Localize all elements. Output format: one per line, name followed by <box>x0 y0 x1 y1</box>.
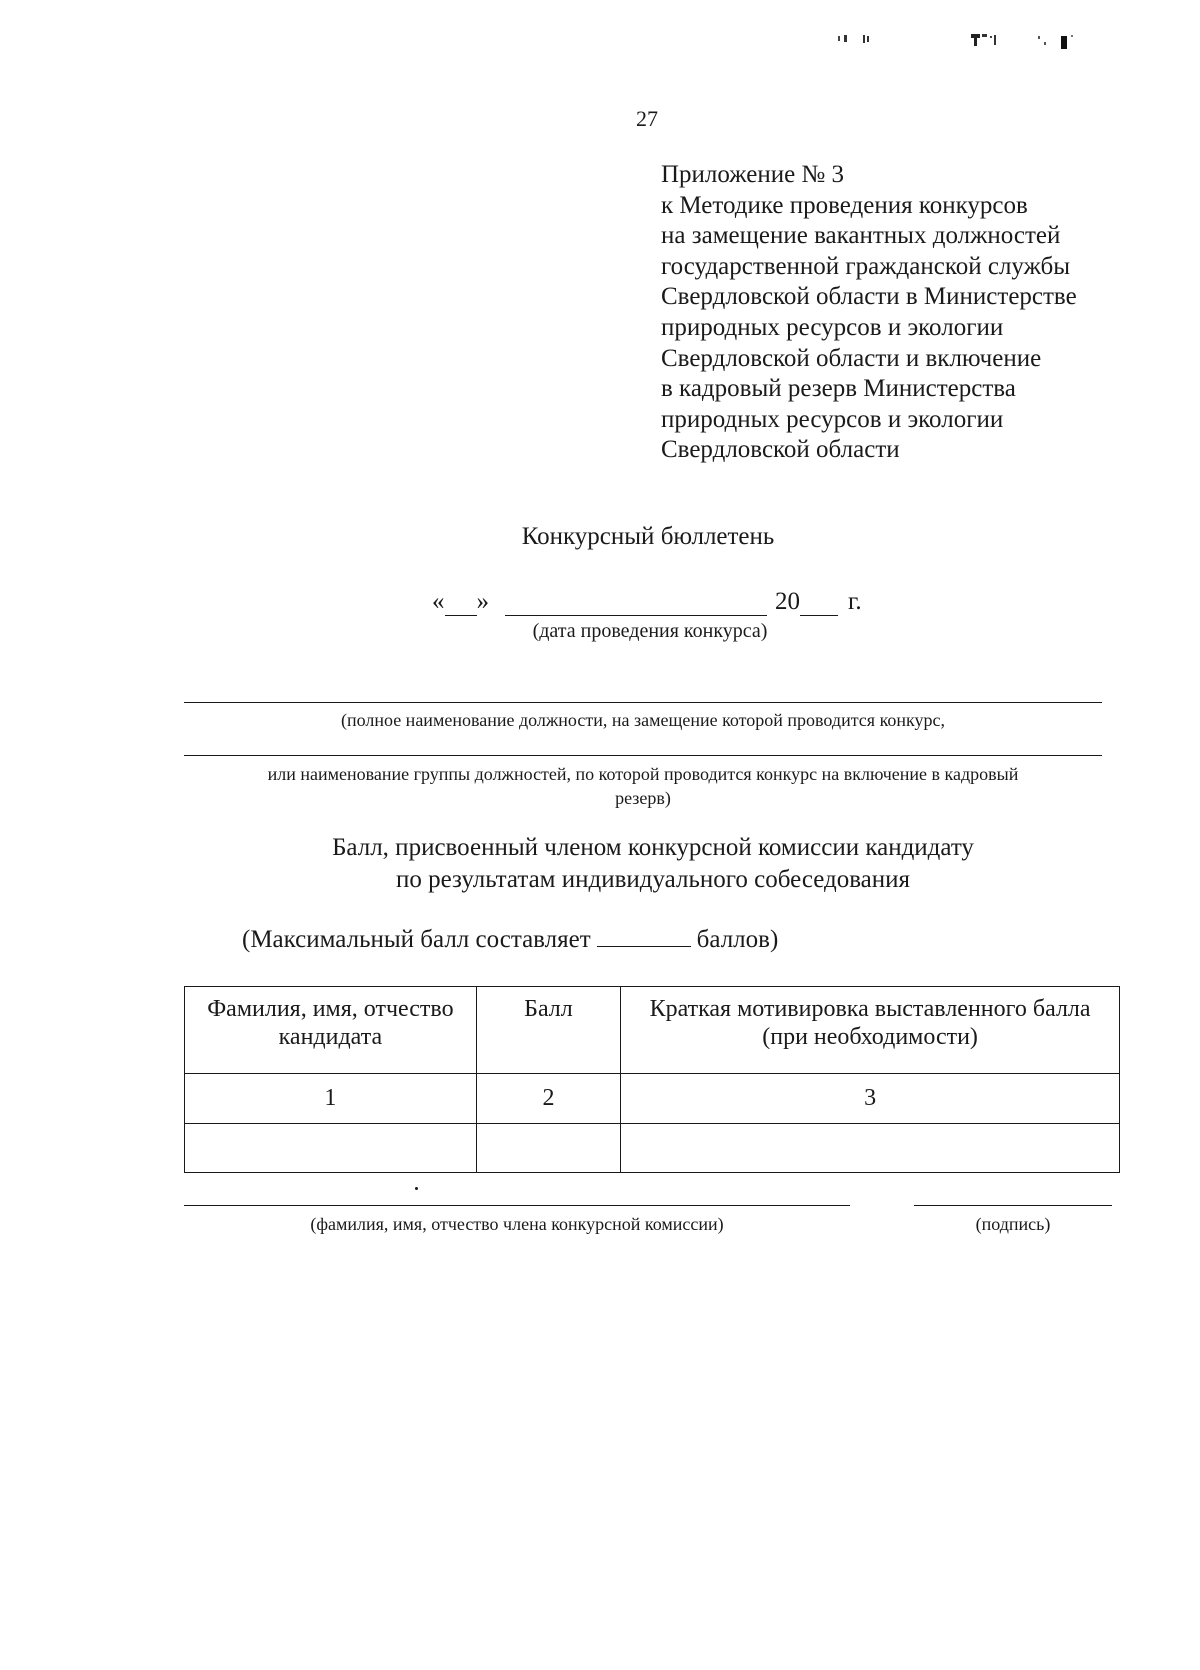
date-caption: (дата проведения конкурса) <box>532 620 768 642</box>
table-row <box>185 1074 1120 1124</box>
scan-dot <box>415 1187 418 1190</box>
date-open-quote: « <box>432 588 445 615</box>
header-candidate-name: Фамилия, имя, отчество кандидата <box>185 987 477 1074</box>
appendix-line: в кадровый резерв Министерства <box>661 375 1016 403</box>
appendix-header <box>661 160 1181 466</box>
max-score-suffix: баллов) <box>696 926 779 953</box>
position-line-1[interactable] <box>184 702 1102 703</box>
motivation-cell[interactable] <box>621 1124 1120 1173</box>
score-table <box>184 986 1120 1173</box>
member-name-caption: (фамилия, имя, отчество члена конкурсной комиссии) <box>310 1214 724 1234</box>
appendix-line: Свердловской области в Министерстве <box>661 283 1077 311</box>
score-heading-line: по результатам индивидуального собеседования <box>395 866 911 893</box>
position-caption-3: резерв) <box>615 788 671 808</box>
year-blank[interactable] <box>800 593 838 616</box>
appendix-line: Свердловской области <box>661 436 900 464</box>
member-name-line[interactable] <box>184 1205 850 1206</box>
appendix-line: к Методике проведения конкурсов <box>661 191 1028 219</box>
document-title: Конкурсный бюллетень <box>521 523 775 550</box>
table-header-row <box>185 987 1120 1074</box>
position-caption-1: (полное наименование должности, на замещение которой проводится конкурс, <box>340 710 946 730</box>
year-suffix: г. <box>848 588 862 615</box>
max-score-line <box>242 926 778 954</box>
signature-caption: (подпись) <box>975 1214 1051 1234</box>
appendix-line: природных ресурсов и экологии <box>661 405 1004 433</box>
signature-line[interactable] <box>914 1205 1112 1206</box>
appendix-line: природных ресурсов и экологии <box>661 313 1004 341</box>
candidate-name-cell[interactable] <box>185 1124 477 1173</box>
header-motivation: Краткая мотивировка выставленного балла (при необходимости) <box>621 987 1120 1074</box>
score-cell[interactable] <box>476 1124 620 1173</box>
position-line-2[interactable] <box>184 755 1102 756</box>
appendix-line: на замещение вакантных должностей <box>661 222 1061 250</box>
page-number: 27 <box>636 106 658 131</box>
table-row <box>185 1124 1120 1173</box>
position-caption-2: или наименование группы должностей, по которой проводится конкурс на включение в кадровый <box>267 764 1019 784</box>
score-heading-line: Балл, присвоенный членом конкурсной комиссии кандидату <box>332 834 974 861</box>
month-blank[interactable] <box>505 593 767 616</box>
day-blank[interactable] <box>445 593 477 616</box>
appendix-line: Свердловской области и включение <box>661 344 1042 372</box>
column-number: 1 <box>185 1074 477 1124</box>
max-score-blank[interactable] <box>597 926 691 947</box>
date-line <box>432 588 862 620</box>
score-heading <box>0 832 1200 896</box>
appendix-line: Приложение № 3 <box>661 161 845 188</box>
date-close-quote: » <box>476 588 489 615</box>
scan-artifacts <box>838 30 1098 52</box>
max-score-prefix: (Максимальный балл составляет <box>242 926 591 953</box>
appendix-line: государственной гражданской службы <box>661 252 1071 280</box>
column-number: 3 <box>621 1074 1120 1124</box>
column-number: 2 <box>476 1074 620 1124</box>
year-prefix: 20 <box>775 588 800 615</box>
header-score: Балл <box>476 987 620 1074</box>
